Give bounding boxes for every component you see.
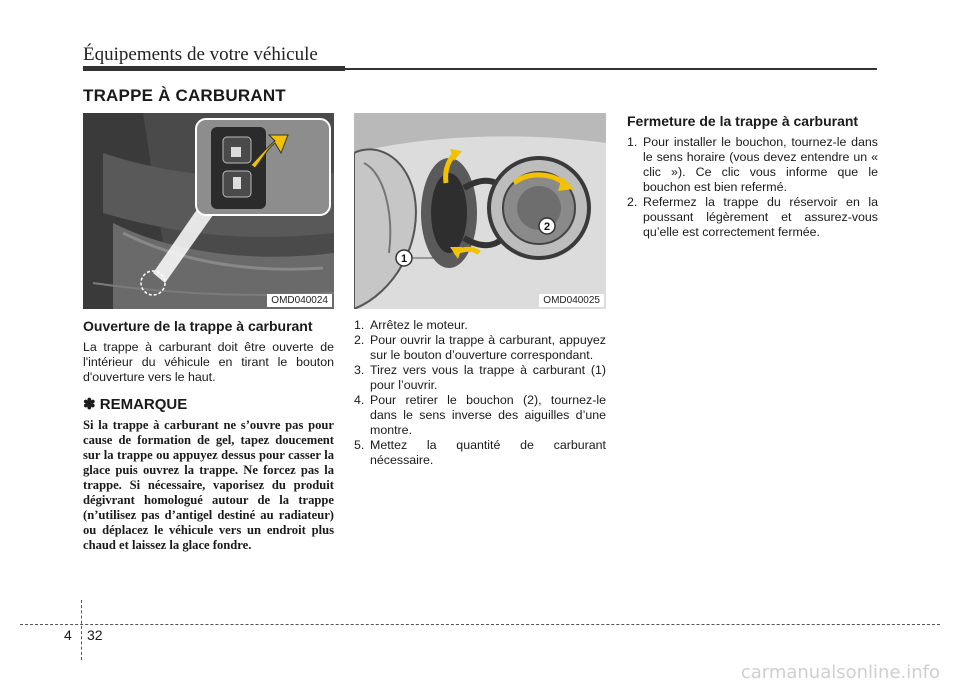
opening-subheading: Ouverture de la trappe à carburant	[83, 318, 313, 334]
chapter-number: 4	[64, 627, 72, 643]
left-column	[83, 318, 334, 553]
photo-caption-middle: OMD040025	[539, 294, 604, 307]
remark-text: Si la trappe à carburant ne s’ouvre pas pour cause de formation de gel, tapez doucement sur la trappe ou appuyez dessus pour casser la glace puis ouvrez la trappe. Ne forcez pas la trappe. Si nécessaire, vaporisez du produit dégivrant homologué autour de la trappe (n’utilisez pas d’antigel destiné au radiateur) ou déplacez le véhicule vers un endroit plus chaud et laissez la glace fondre.	[83, 418, 334, 552]
list-item: 1. Pour installer le bouchon, tournez-le dans le sens horaire (vous devez entendre un « clic »). Ce clic vous informe que le bouchon est bien refermé.	[627, 135, 878, 194]
page-number: 32	[87, 627, 103, 643]
opening-steps-list	[354, 318, 606, 468]
page-header-title: Équipements de votre véhicule	[83, 44, 318, 65]
fuel-release-illustration	[83, 113, 334, 309]
fuel-door-photo	[354, 113, 606, 309]
section-title: TRAPPE À CARBURANT	[83, 86, 286, 105]
closing-subheading: Fermeture de la trappe à carburant	[627, 113, 859, 129]
list-item: 1. Arrêtez le moteur.	[354, 318, 468, 332]
remark-heading: ✽ REMARQUE	[83, 396, 188, 413]
callout-label-2: 2	[543, 221, 551, 233]
list-item: 2. Pour ouvrir la trappe à carburant, appuyez sur le bouton d’ouverture correspondant.	[354, 333, 606, 362]
photo-caption-left: OMD040024	[267, 294, 332, 307]
header-rule-thin	[345, 68, 877, 70]
footer-vertical-rule	[81, 600, 82, 660]
callout-label-1: 1	[400, 253, 408, 265]
list-item: 2. Refermez la trappe du réservoir en la poussant légèrement et assurez-vous qu’elle est correctement fermée.	[627, 195, 878, 239]
middle-column	[354, 318, 606, 468]
opening-paragraph: La trappe à carburant doit être ouverte de l'intérieur du véhicule en tirant le bouton d'ouverture vers le haut.	[83, 340, 334, 384]
fuel-release-photo	[83, 113, 334, 309]
list-item: 4. Pour retirer le bouchon (2), tournez-le dans le sens inverse des aiguilles d’une montre.	[354, 393, 606, 437]
list-item: 5. Mettez la quantité de carburant nécessaire.	[354, 438, 606, 467]
closing-steps-list	[627, 135, 878, 240]
list-item: 3. Tirez vers vous la trappe à carburant (1) pour l’ouvrir.	[354, 363, 606, 392]
fuel-door-illustration	[354, 113, 606, 309]
right-column	[627, 113, 878, 240]
header-rule-thick	[83, 66, 345, 71]
footer-rule	[20, 624, 940, 625]
watermark: carmanualsonline.info	[740, 662, 940, 683]
